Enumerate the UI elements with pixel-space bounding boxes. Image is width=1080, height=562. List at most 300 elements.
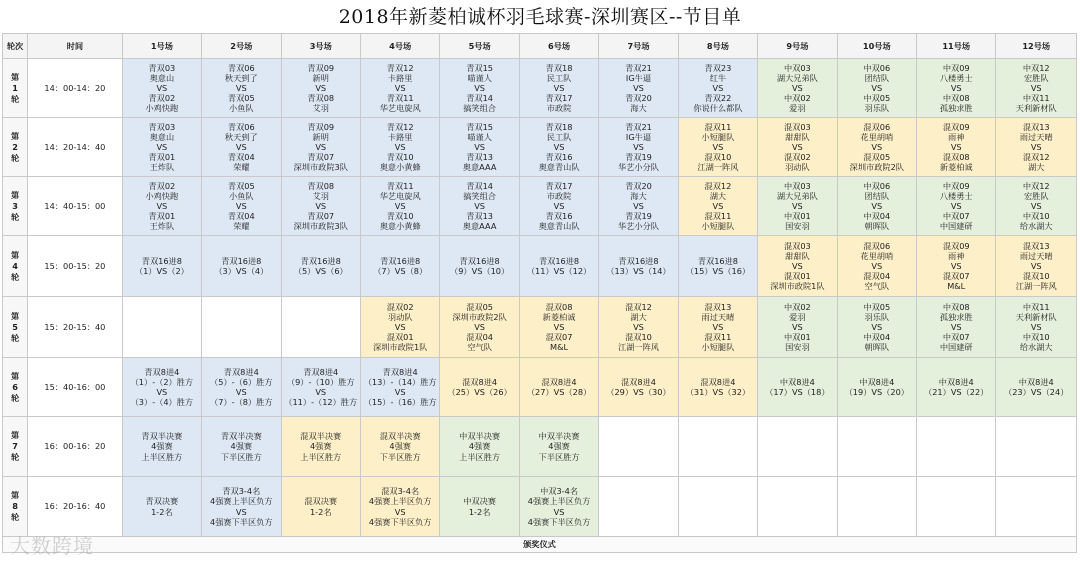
match-cell-court-10 (837, 297, 916, 358)
match-line: （29）VS（30） (606, 387, 671, 397)
round-label-char: 第 (10, 310, 20, 321)
match-cell-court-3 (281, 417, 360, 477)
match-line: VS (633, 200, 644, 211)
match-cell-court-4 (360, 236, 439, 297)
match-line: （25）VS（26） (447, 387, 512, 397)
round-label (3, 236, 28, 297)
match-line: 深圳市政院3队 (293, 221, 348, 232)
match-line: 青双21 (625, 62, 652, 73)
match-line: VS (791, 82, 803, 93)
match-line: VS (553, 82, 565, 93)
match-line: VS (474, 321, 486, 332)
match-cell-court-11 (917, 236, 996, 297)
match-line: 青双16进8 (538, 255, 580, 266)
match-cell-court-9 (758, 236, 837, 297)
match-line: 爱羽 (789, 311, 806, 322)
match-line: 混双13 (1022, 240, 1050, 251)
match-line: 湖大 (1028, 162, 1045, 173)
match-cell-court-12 (996, 177, 1077, 236)
header-court-10: 10号场 (837, 34, 916, 59)
match-line: 华艺电旋风 (379, 103, 421, 114)
match-cell-court-12 (996, 358, 1077, 417)
match-cell-court-5 (440, 236, 519, 297)
match-line: 4强赛下半区负方 (368, 516, 432, 527)
match-line: 中双半决赛 (538, 431, 580, 442)
schedule-table (2, 33, 1077, 553)
match-line: 1-2名 (468, 506, 491, 517)
match-line: 混双8进4 (462, 376, 498, 387)
match-line: 4强赛下半区负方 (210, 516, 273, 527)
match-cell-court-12 (996, 118, 1077, 177)
match-line: VS (871, 260, 883, 271)
match-line: VS (950, 200, 962, 211)
match-line: IG牛逼 (625, 131, 652, 142)
match-line: 中双03 (783, 62, 811, 73)
header-court-12: 12号场 (996, 34, 1077, 59)
match-line: 团结队 (864, 72, 890, 83)
match-line: VS (791, 321, 803, 332)
match-line: 青双01 (148, 211, 176, 222)
match-line: 花里胡哨 (860, 250, 894, 261)
match-line: 青双11 (386, 180, 414, 191)
match-line: 天利新材队 (1015, 103, 1057, 114)
match-cell-court-1 (122, 297, 201, 358)
match-line: VS (474, 82, 486, 93)
match-line: 雨过天晴 (1019, 250, 1053, 261)
match-line: 中双12 (1022, 62, 1050, 73)
match-line: 青双03 (148, 121, 176, 132)
match-line: 青双8进4 (144, 366, 180, 377)
match-line: 混双02 (386, 301, 414, 312)
round-row (3, 417, 1077, 477)
match-line: 青双16进8 (380, 255, 421, 266)
match-line: VS (871, 200, 883, 211)
match-line: 秋天到了 (224, 131, 258, 142)
match-line: VS (315, 200, 327, 211)
match-line: 青双16进8 (300, 255, 341, 266)
match-line: 青双10 (386, 211, 414, 222)
match-line: 青双09 (307, 121, 335, 132)
match-line: （27）VS（28） (526, 387, 592, 397)
match-cell-court-3 (281, 59, 360, 118)
match-cell-court-6 (519, 358, 598, 417)
match-line: （15）-（16）胜方 (363, 397, 437, 408)
match-line: 搞笑组合 (463, 190, 496, 201)
match-line: 青双13 (466, 211, 493, 222)
match-cell-court-2 (202, 59, 281, 118)
match-line: VS (553, 506, 565, 517)
match-line: 中双01 (783, 332, 811, 343)
match-line: 青双19 (625, 152, 652, 163)
match-line: 湖大兄弟队 (776, 72, 818, 83)
match-line: 秋天到了 (224, 72, 258, 83)
round-label-char: 轮 (10, 271, 20, 282)
match-line: 花里胡哨 (860, 131, 894, 142)
match-line: 中双07 (942, 332, 970, 343)
match-line: 青双8进4 (382, 366, 418, 377)
match-line: 空气队 (467, 342, 492, 353)
match-line: 小短腿队 (701, 221, 735, 232)
match-cell-court-5 (440, 118, 519, 177)
round-label-char: 4 (12, 260, 18, 271)
match-cell-court-11 (917, 358, 996, 417)
match-line: 新明 (312, 72, 329, 83)
match-line: 市政院 (546, 103, 572, 114)
match-line: 混双05 (466, 301, 493, 312)
match-cell-court-8 (678, 236, 757, 297)
match-line: 市政院 (546, 190, 572, 201)
match-cell-court-7 (599, 417, 678, 477)
match-line: 4强赛上半区负方 (210, 496, 273, 507)
match-line: 江湖一阵风 (1015, 281, 1057, 292)
match-cell-court-1 (122, 177, 201, 236)
match-line: 江湖一阵风 (618, 342, 659, 353)
round-label-char: 轮 (10, 512, 20, 522)
match-line: IG牛逼 (625, 72, 652, 83)
match-cell-court-3 (281, 297, 360, 358)
match-line: 甜甜队 (785, 250, 810, 261)
match-line: 青双21 (625, 121, 652, 132)
match-line: 小短腿队 (701, 342, 735, 353)
match-line: 青双11 (386, 93, 414, 104)
round-label (3, 177, 28, 236)
time-slot: 15：40-16：00 (28, 358, 123, 417)
match-line: 中双05 (863, 93, 891, 104)
match-line: 中双02 (783, 301, 811, 312)
match-cell-court-2 (202, 177, 281, 236)
match-cell-court-10 (837, 177, 916, 236)
header-court-2: 2号场 (202, 34, 281, 59)
match-cell-court-6 (519, 236, 598, 297)
match-line: 混双11 (704, 332, 732, 343)
match-line: 中双06 (863, 62, 891, 73)
match-line: VS (553, 200, 565, 211)
match-line: 王炸队 (149, 162, 175, 173)
match-line: 深圳市政院1队 (373, 342, 428, 353)
match-cell-court-8 (678, 358, 757, 417)
match-line: 中双8进4 (779, 376, 815, 387)
match-line: VS (235, 387, 247, 397)
match-line: VS (1030, 260, 1042, 271)
header-row (3, 34, 1077, 59)
round-label-char: 轮 (10, 452, 20, 462)
time-slot: 15：20-15：40 (28, 297, 123, 358)
match-line: 卡路里 (387, 131, 413, 142)
match-line: 卡路里 (387, 72, 413, 83)
match-line: 王炸队 (149, 221, 175, 232)
match-line: 湖大兄弟队 (776, 190, 818, 201)
match-line: 青双8进4 (303, 366, 339, 377)
match-line: M&L (550, 342, 569, 353)
match-line: 中国建研 (939, 342, 973, 353)
match-line: 中双02 (783, 93, 811, 104)
match-line: 羽动队 (387, 311, 413, 322)
match-line: （7）-（8）胜方 (210, 397, 273, 408)
round-label-char: 2 (12, 141, 18, 152)
match-cell-court-2 (202, 236, 281, 297)
match-line: 青双17 (545, 93, 573, 104)
match-line: 下半区胜方 (220, 451, 262, 462)
match-line: VS (1030, 82, 1042, 93)
match-line: 4强赛 (151, 441, 173, 452)
round-label (3, 118, 28, 177)
time-slot: 16：20-16：40 (28, 477, 123, 537)
match-line: 奥意青山队 (538, 162, 580, 173)
match-cell-court-10 (837, 59, 916, 118)
match-cell-court-5 (440, 59, 519, 118)
match-line: 青双01 (148, 152, 176, 163)
match-line: VS (1030, 200, 1042, 211)
match-line: 青双16进8 (697, 255, 739, 266)
match-line: （1）VS（2） (134, 266, 189, 276)
match-cell-court-9 (758, 118, 837, 177)
match-line: 中双决赛 (463, 496, 496, 507)
match-cell-court-9 (758, 177, 837, 236)
match-line: 宏胜队 (1023, 72, 1049, 83)
match-line: 下半区胜方 (379, 451, 421, 462)
match-cell-court-10 (837, 236, 916, 297)
match-line: 青双16 (545, 211, 573, 222)
match-cell-court-4 (360, 177, 439, 236)
match-line: 喵谨人 (467, 131, 492, 142)
match-line: 混双8进4 (620, 376, 656, 387)
match-cell-court-1 (122, 236, 201, 297)
match-line: 青双16进8 (459, 255, 500, 266)
match-line: 混双09 (942, 121, 970, 132)
match-line: 天利新材队 (1015, 311, 1057, 322)
match-line: 混双05 (863, 152, 891, 163)
match-line: 混双09 (942, 240, 970, 251)
match-line: 中双8进4 (1018, 376, 1054, 387)
match-line: 混双决赛 (304, 496, 338, 507)
match-line: 青双16进8 (618, 255, 659, 266)
match-line: 国安羽 (785, 342, 810, 353)
match-line: VS (474, 141, 486, 152)
match-line: 混双03 (783, 121, 811, 132)
match-cell-court-9 (758, 59, 837, 118)
match-line: 青双15 (466, 121, 493, 132)
match-line: VS (553, 141, 565, 152)
match-line: 海大 (630, 190, 647, 201)
match-line: （17）VS（18） (765, 387, 830, 397)
match-cell-court-1 (122, 59, 201, 118)
match-line: VS (633, 82, 644, 93)
round-label-char: 5 (12, 321, 18, 332)
match-line: （23）VS（24） (1004, 387, 1069, 397)
round-label (3, 358, 28, 417)
match-line: 青双18 (545, 62, 573, 73)
match-cell-court-1 (122, 358, 201, 417)
match-line: 雨神 (948, 131, 965, 142)
match-cell-court-7 (599, 477, 678, 537)
match-line: 混双04 (863, 271, 891, 282)
match-cell-court-3 (281, 236, 360, 297)
match-line: 甜甜队 (785, 131, 810, 142)
match-line: 青双06 (227, 62, 255, 73)
match-line: 国安羽 (785, 221, 810, 232)
match-line: 江湖一阵风 (697, 162, 739, 173)
match-line: VS (394, 200, 406, 211)
match-line: （19）VS（20） (844, 387, 909, 397)
match-cell-court-6 (519, 297, 598, 358)
match-cell-court-8 (678, 59, 757, 118)
match-line: 混双08 (942, 152, 970, 163)
match-line: 青双08 (307, 93, 335, 104)
match-line: 混双10 (704, 152, 732, 163)
match-cell-court-1 (122, 477, 201, 537)
match-line: VS (871, 82, 883, 93)
match-line: 混双11 (704, 121, 732, 132)
match-line: 中双08 (942, 301, 970, 312)
match-line: 青双14 (466, 180, 493, 191)
match-line: 羽乐队 (864, 103, 890, 114)
match-line: VS (712, 200, 724, 211)
match-line: 4强赛上半区负方 (368, 496, 432, 507)
match-line: 爱羽 (789, 103, 806, 114)
match-cell-court-2 (202, 417, 281, 477)
match-cell-court-11 (917, 477, 996, 537)
header-court-7: 7号场 (599, 34, 678, 59)
match-line: 青双14 (466, 93, 493, 104)
match-line: 4强赛 (468, 441, 491, 452)
match-line: 中双12 (1022, 180, 1050, 191)
page-title: 2018年新菱柏诚杯羽毛球赛-深圳赛区--节目单 (338, 6, 742, 28)
match-cell-court-5 (440, 477, 519, 537)
match-line: 中双3-4名 (540, 486, 579, 497)
match-cell-court-12 (996, 297, 1077, 358)
match-line: （3）-（4）胜方 (130, 397, 194, 408)
match-cell-court-5 (440, 358, 519, 417)
match-cell-court-4 (360, 358, 439, 417)
match-line: 民工队 (546, 131, 572, 142)
match-line: 新菱柏诚 (542, 311, 576, 322)
match-line: （1）-（2）胜方 (130, 376, 194, 387)
match-line: 中双04 (863, 332, 891, 343)
match-line: VS (394, 387, 406, 397)
match-line: 青双02 (148, 180, 176, 191)
match-line: M&L (947, 281, 966, 292)
match-line: VS (791, 200, 803, 211)
match-cell-court-5 (440, 417, 519, 477)
match-line: 中双10 (1022, 332, 1050, 343)
match-line: VS (315, 82, 327, 93)
match-line: 混双08 (545, 301, 573, 312)
match-cell-court-6 (519, 177, 598, 236)
match-line: VS (553, 321, 565, 332)
match-line: 艾羽 (312, 190, 329, 201)
match-line: （11）-（12）胜方 (284, 397, 358, 408)
match-cell-court-5 (440, 297, 519, 358)
round-label (3, 417, 28, 477)
match-line: VS (1030, 141, 1042, 152)
match-line: 混双06 (863, 240, 891, 251)
match-line: 青双08 (307, 180, 335, 191)
header-court-3: 3号场 (281, 34, 360, 59)
match-cell-court-4 (360, 477, 439, 537)
match-cell-court-8 (678, 417, 757, 477)
match-line: 中双半决赛 (459, 431, 501, 442)
round-label-char: 1 (12, 82, 18, 93)
match-line: VS (315, 387, 327, 397)
match-line: （31）VS（32） (685, 387, 751, 397)
match-line: 4强赛上半区负方 (527, 496, 591, 507)
match-line: 青双07 (307, 152, 335, 163)
match-line: 青双07 (307, 211, 335, 222)
match-line: 青双06 (227, 121, 255, 132)
match-line: VS (474, 200, 486, 211)
match-cell-court-2 (202, 477, 281, 537)
match-line: 混双8进4 (541, 376, 577, 387)
match-line: 青双半决赛 (220, 431, 262, 442)
match-line: VS (235, 82, 247, 93)
match-line: （9）-（10）胜方 (286, 376, 355, 387)
match-line: 雨过天晴 (1019, 131, 1053, 142)
match-line: VS (950, 321, 962, 332)
match-line: 孤独求胜 (939, 103, 973, 114)
match-line: 湖大 (709, 190, 727, 201)
match-cell-court-3 (281, 358, 360, 417)
match-line: 混双10 (625, 332, 652, 343)
match-line: 上半区胜方 (300, 451, 342, 462)
header-court-4: 4号场 (360, 34, 439, 59)
time-slot: 14：00-14：20 (28, 59, 123, 118)
match-line: VS (156, 82, 168, 93)
match-line: VS (633, 321, 644, 332)
match-line: （11）VS（12） (526, 266, 592, 276)
match-line: VS (235, 200, 247, 211)
round-label (3, 297, 28, 358)
match-line: 喵谨人 (467, 72, 492, 83)
match-line: 青双半决赛 (141, 431, 183, 442)
match-cell-court-6 (519, 118, 598, 177)
header-round: 轮次 (3, 34, 28, 59)
match-line: 混双07 (545, 332, 573, 343)
match-cell-court-3 (281, 118, 360, 177)
match-line: 青双20 (625, 93, 652, 104)
round-row (3, 177, 1077, 236)
match-line: 奥意AAA (462, 162, 497, 173)
match-line: 华艺电旋风 (379, 190, 421, 201)
match-line: 青双23 (704, 62, 732, 73)
match-cell-court-3 (281, 477, 360, 537)
match-line: 海大 (630, 103, 647, 114)
header-court-1: 1号场 (122, 34, 201, 59)
match-line: 羽乐队 (864, 311, 890, 322)
match-line: 奥意山 (149, 131, 175, 142)
match-line: 小鱼队 (229, 103, 254, 114)
match-line: VS (950, 260, 962, 271)
match-cell-court-9 (758, 417, 837, 477)
match-cell-court-9 (758, 477, 837, 537)
match-line: 混双01 (783, 271, 811, 282)
match-line: 孤独求胜 (939, 311, 973, 322)
match-line: 空气队 (864, 281, 890, 292)
match-line: 4强赛下半区负方 (527, 516, 591, 527)
match-cell-court-12 (996, 417, 1077, 477)
round-label-char: 轮 (10, 392, 20, 403)
match-line: 混双07 (942, 271, 970, 282)
match-line: （9）VS（10） (450, 266, 510, 276)
match-line: （13）VS（14） (606, 266, 671, 276)
match-line: 羽动队 (785, 162, 810, 173)
match-line: 奥意小黄蜂 (379, 162, 421, 173)
match-line: VS (156, 387, 168, 397)
match-line: 混双10 (1022, 271, 1050, 282)
match-line: 荣耀 (233, 162, 250, 173)
match-line: 八楼勇士 (939, 190, 973, 201)
match-line: VS (235, 141, 247, 152)
round-label-char: 第 (10, 370, 20, 381)
